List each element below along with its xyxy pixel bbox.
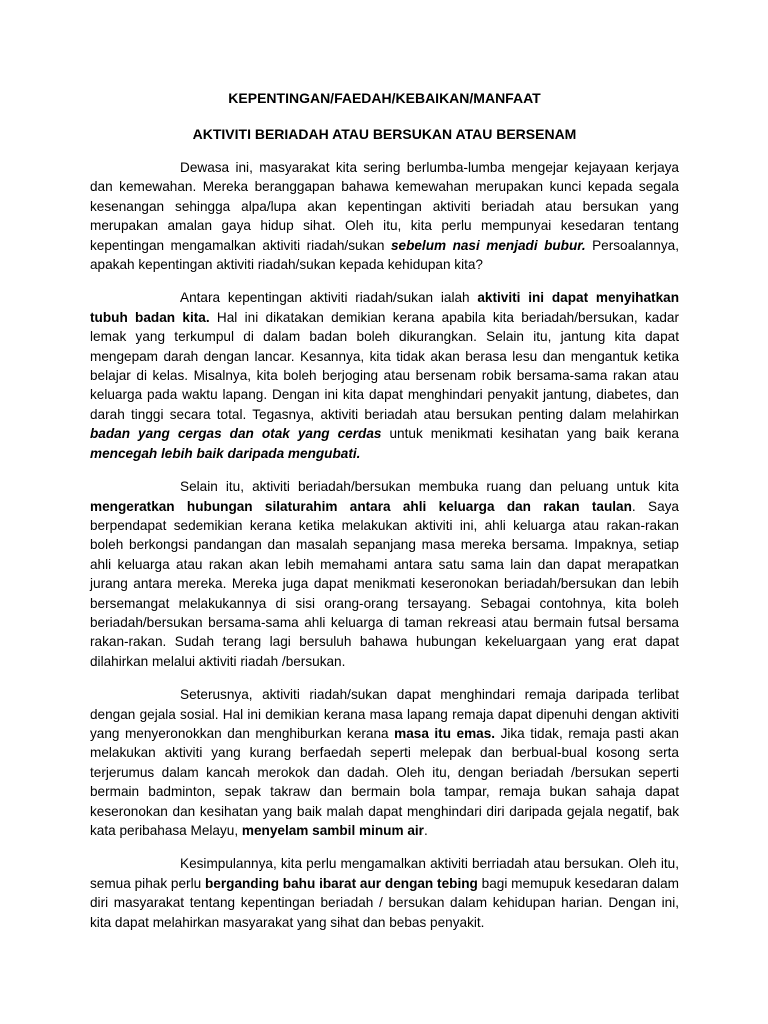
p5-text-2: bagi memupuk kesedaran dalam diri masyarakat tentang kepentingan beriadah / bersukan dalam kehidupan harian. Dengan ini, kita dapat melahirkan masyarakat yang sihat dan bebas penyakit. xyxy=(90,875,680,930)
p2-text-3: untuk menikmati kesihatan yang baik kerana xyxy=(381,426,679,442)
paragraph-point-2 xyxy=(90,477,679,671)
p4-text-3: . xyxy=(423,823,428,838)
p4-text-1: Seterusnya, aktiviti riadah/sukan dapat menghindari remaja daripada terlibat dengan gejala sosial. Hal ini demikian kerana masa lapang remaja dapat dipenuhi dengan aktiviti yang menyeronokkan dan menghiburkan kerana xyxy=(90,687,679,741)
paragraph-introduction xyxy=(90,158,679,274)
p4-idiom-2: menyelam sambil minum air xyxy=(241,823,424,838)
document-subtitle: AKTIVITI BERIADAH ATAU BERSUKAN ATAU BERSENAM xyxy=(192,126,577,142)
p2-text-1: Antara kepentingan aktiviti riadah/sukan ialah xyxy=(180,290,478,306)
p4-idiom-1: masa itu emas. xyxy=(394,725,496,741)
p5-text-1: Kesimpulannya, kita perlu mengamalkan aktiviti berriadah atau bersukan. Oleh itu, semua pihak perlu xyxy=(90,856,679,891)
p2-phrase: badan yang cergas dan otak yang cerdas xyxy=(90,426,382,442)
document-page xyxy=(90,88,679,946)
paragraph-conclusion xyxy=(90,854,679,932)
paragraph-point-3 xyxy=(90,685,679,840)
p3-text-1: Selain itu, aktiviti beriadah/bersukan membuka ruang dan peluang untuk kita xyxy=(180,479,679,495)
p1-text-1: Dewasa ini, masyarakat kita sering berlumba-lumba mengejar kejayaan kerjaya dan kemewahan. Mereka beranggapan bahawa kemewahan merupakan kunci kepada segala kesenangan sehingga alpa/lupa akan kepentingan aktiviti beriadah atau bersukan yang merupakan amalan gaya hidup sihat. Oleh itu, kita perlu mempunyai kesedaran tentang kepentingan mengamalkan aktiviti riadah/sukan xyxy=(90,160,679,253)
p2-text-2: Hal ini dikatakan demikian kerana apabila kita beriadah/bersukan, kadar lemak yang terkumpul di dalam badan boleh dikurangkan. Selain itu, jantung kita dapat mengepam darah dengan lancar. Kesannya, kita tidak akan berasa lesu dan mengantuk ketika belajar di kelas. Misalnya, kita boleh berjoging atau bersenam robik bersama-sama rakan atau keluarga pada waktu lapang. Dengan ini kita dapat menghindari penyakit jantung, diabetes, dan darah tinggi secara total. Tegasnya, aktiviti beriadah atau bersukan penting dalam melahirkan xyxy=(90,309,679,422)
paragraph-point-1 xyxy=(90,288,679,463)
document-title: KEPENTINGAN/FAEDAH/KEBAIKAN/MANFAAT xyxy=(228,90,541,106)
p4-text-2: Jika tidak, remaja pasti akan melakukan aktiviti yang kurang berfaedah seperti melepak dan berbual-bual kosong serta terjerumus dalam kancah merokok dan dadah. Oleh itu, dengan beriadah /bersukan seperti bermain badminton, sepak takraw dan bermain bola tampar, remaja bukan sahaja dapat keseronokan dan kesihatan yang baik malah dapat menghindari diri daripada gejala negatif, bak kata peribahasa Melayu, xyxy=(90,725,679,838)
p2-main-point: aktiviti ini dapat menyihatkan tubuh badan kita. xyxy=(90,290,680,325)
p3-text-2: . Saya berpendapat sedemikian kerana ketika melakukan aktiviti ini, ahli keluarga atau rakan-rakan boleh berkongsi pandangan dan masalah sepanjang masa mereka bersama. Impaknya, setiap ahli keluarga atau rakan akan lebih memahami antara satu sama lain dan dapat merapatkan jurang antara mereka. Mereka juga dapat menikmati keseronokan beriadah/bersukan dan lebih bersemangat melakukannya di sisi orang-orang tersayang. Sebagai contohnya, kita boleh beriadah/bersukan bersama-sama ahli keluarga di taman rekreasi atau bermain futsal bersama rakan-rakan. Sudah terang lagi bersuluh bahawa hubungan kekeluargaan yang erat dapat dilahirkan melalui aktiviti riadah /bersukan. xyxy=(90,498,679,669)
p1-text-2: Persoalannya, apakah kepentingan aktiviti riadah/sukan kepada kehidupan kita? xyxy=(90,237,679,273)
p1-idiom: sebelum nasi menjadi bubur. xyxy=(390,237,586,253)
p3-main-point: mengeratkan hubungan silaturahim antara ahli keluarga dan rakan taulan xyxy=(90,498,632,514)
p5-idiom: berganding bahu ibarat aur dengan tebing xyxy=(204,875,478,891)
p2-idiom: mencegah lebih baik daripada mengubati. xyxy=(90,445,361,461)
